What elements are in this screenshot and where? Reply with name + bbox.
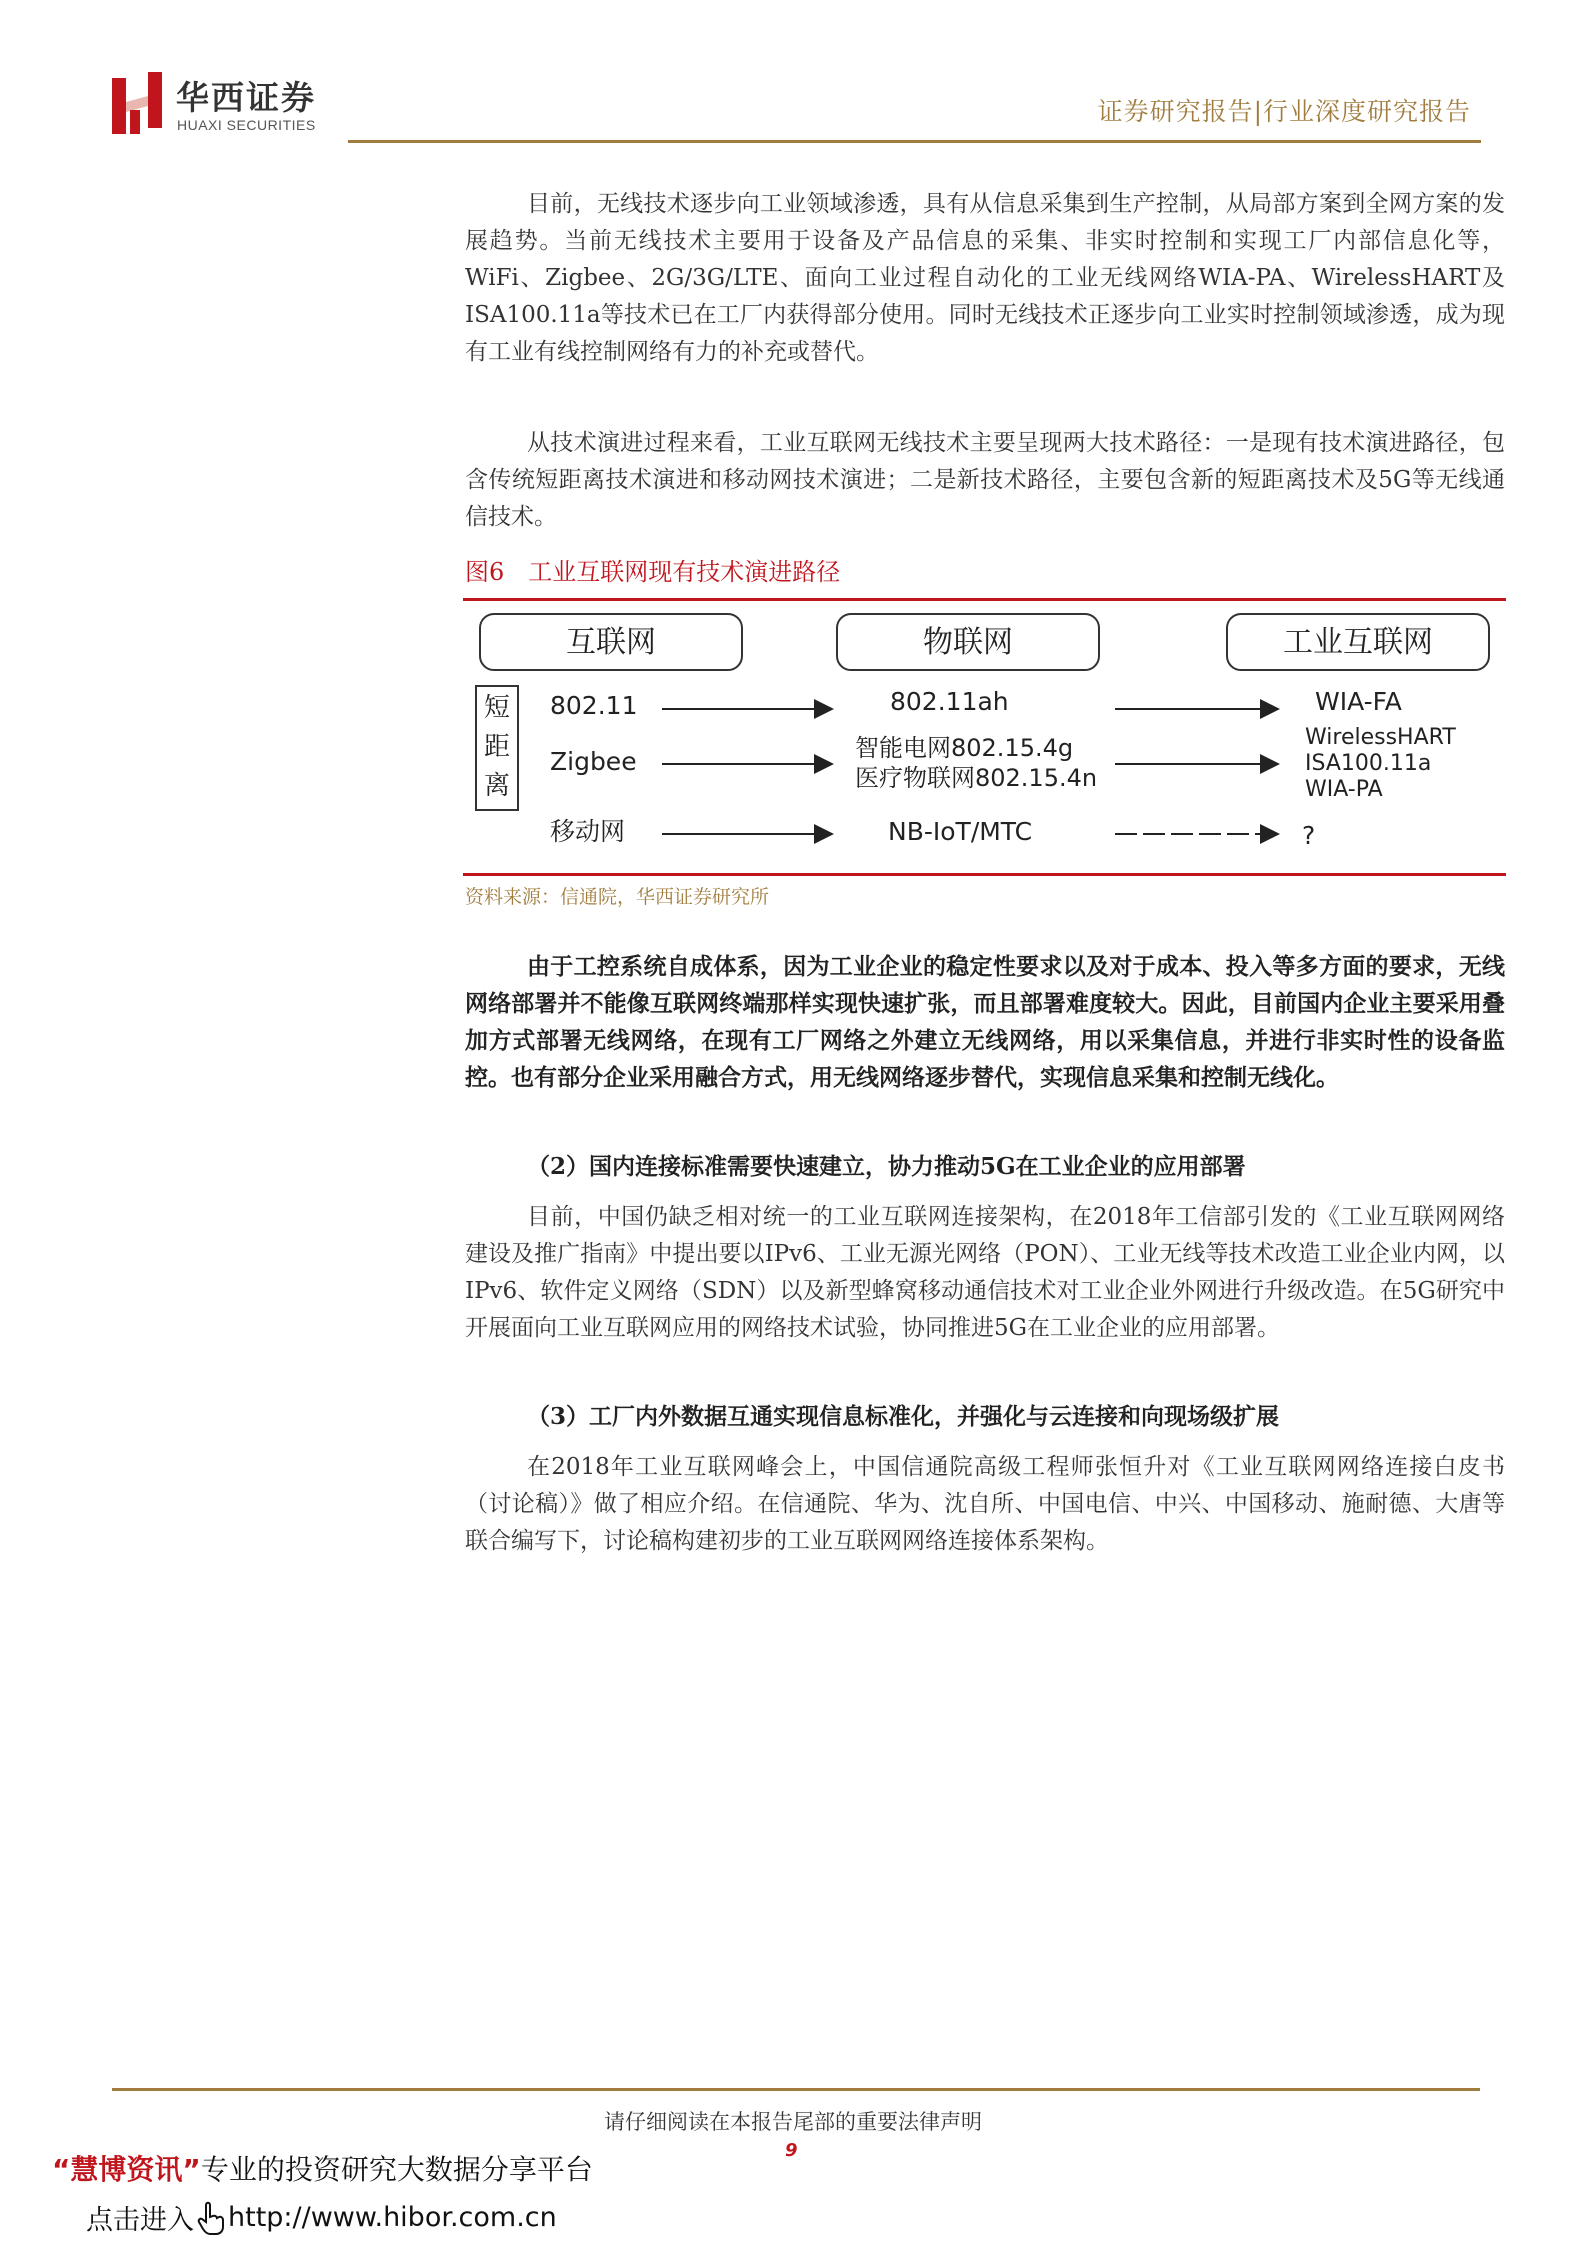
page-number: 9 <box>785 2140 798 2161</box>
footer-divider <box>112 2088 1480 2091</box>
row1-iot: 802.11ah <box>890 687 1009 716</box>
row2-iiot-1: WirelessHART <box>1305 725 1456 750</box>
short-range-char-1: 短 <box>483 693 511 723</box>
section-heading-3: （3）工厂内外数据互通实现信息标准化，并强化与云连接和向现场级扩展 <box>527 1403 1280 1430</box>
short-range-char-3: 离 <box>483 771 511 801</box>
figure-source: 资料来源：信通院，华西证券研究所 <box>465 886 770 908</box>
figure-title: 图6 工业互联网现有技术演进路径 <box>465 558 841 586</box>
row2-iot-1: 智能电网802.15.4g <box>855 734 1074 762</box>
site-link[interactable]: http://www.hibor.com.cn <box>228 2202 557 2233</box>
promo-link-row[interactable] <box>86 2198 557 2237</box>
paragraph-5: 在2018年工业互联网峰会上，中国信通院高级工程师张恒升对《工业互联网网络连接白皮书（讨论稿）》做了相应介绍。在信通院、华为、沈自所、中国电信、中兴、中国移动、施耐德、大唐等联合编写下，讨论稿构建初步的工业互联网网络连接体系架构。 <box>465 1454 1505 1554</box>
paragraph-3: 由于工控系统自成体系，因为工业企业的稳定性要求以及对于成本、投入等多方面的要求，无线网络部署并不能像互联网终端那样实现快速扩张，而且部署难度较大。因此，目前国内企业主要采用叠加方式部署无线网络，在现有工厂网络之外建立无线网络，用以采集信息，并进行非实时性的设备监控。也有部分企业采用融合方式，用无线网络逐步替代，实现信息采集和控制无线化。 <box>465 953 1505 1091</box>
row3-iot: NB-IoT/MTC <box>888 817 1033 846</box>
promo-close-quote: ” <box>182 2153 201 2186</box>
paragraph-2: 从技术演进过程来看，工业互联网无线技术主要呈现两大技术路径：一是现有技术演进路径，包含传统短距离技术演进和移动网技术演进；二是新技术路径，主要包含新的短距离技术及5G等无线通信技术。 <box>465 430 1505 530</box>
row1-iiot: WIA-FA <box>1315 687 1402 716</box>
legal-notice: 请仔细阅读在本报告尾部的重要法律声明 <box>604 2110 982 2134</box>
row2-iot-2: 医疗物联网802.15.4n <box>855 764 1098 792</box>
header-divider <box>348 140 1481 143</box>
row1-internet: 802.11 <box>550 691 638 720</box>
figure-top-rule <box>463 598 1506 601</box>
huaxi-logo-icon <box>112 72 166 134</box>
paragraph-4: 目前，中国仍缺乏相对统一的工业互联网连接架构，在2018年工信部引发的《工业互联网网络建设及推广指南》中提出要以IPv6、工业无源光网络（PON）、工业无线等技术改造工业企业内网，以IPv6、软件定义网络（SDN）以及新型蜂窝移动通信技术对工业企业外网进行升级改造。在5G研究中开展面向工业互联网应用的网络技术试验，协同推进5G在工业企业的应用部署。 <box>465 1204 1505 1341</box>
tech-evolution-diagram <box>470 604 1500 870</box>
header-internet: 互联网 <box>566 625 656 660</box>
brand-name-en: HUAXI SECURITIES <box>177 117 316 133</box>
figure-bottom-rule <box>463 873 1506 876</box>
report-type: 证券研究报告|行业深度研究报告 <box>1097 97 1471 126</box>
promo-text: 专业的投资研究大数据分享平台 <box>200 2153 593 2186</box>
row2-iiot-2: ISA100.11a <box>1305 751 1432 776</box>
promo-banner <box>52 2148 593 2188</box>
paragraph-1: 目前，无线技术逐步向工业领域渗透，具有从信息采集到生产控制，从局部方案到全网方案的发展趋势。当前无线技术主要用于设备及产品信息的采集、非实时控制和实现工厂内部信息化等，WiFi、Zigbee、2G/3G/LTE、面向工业过程自动化的工业无线网络WIA-PA、WirelessHART及ISA100.11a等技术已在工厂内获得部分使用。同时无线技术正逐步向工业实时控制领域渗透，成为现有工业有线控制网络有力的补充或替代。 <box>465 191 1505 365</box>
row2-iiot-3: WIA-PA <box>1305 777 1383 802</box>
header-iot: 物联网 <box>923 625 1013 660</box>
link-prefix: 点击进入 <box>86 2205 194 2236</box>
row3-internet: 移动网 <box>550 817 626 846</box>
section-heading-2: （2）国内连接标准需要快速建立，协力推动5G在工业企业的应用部署 <box>527 1153 1246 1180</box>
brand-name-cn: 华西证券 <box>176 78 316 117</box>
header-iiot: 工业互联网 <box>1283 625 1433 660</box>
hand-pointer-icon <box>196 2201 226 2235</box>
short-range-char-2: 距 <box>483 732 511 762</box>
row3-iiot: ? <box>1302 821 1316 850</box>
promo-open-quote: “ <box>52 2153 71 2186</box>
row2-internet: Zigbee <box>550 747 637 776</box>
promo-brand: 慧博资讯 <box>70 2153 183 2186</box>
